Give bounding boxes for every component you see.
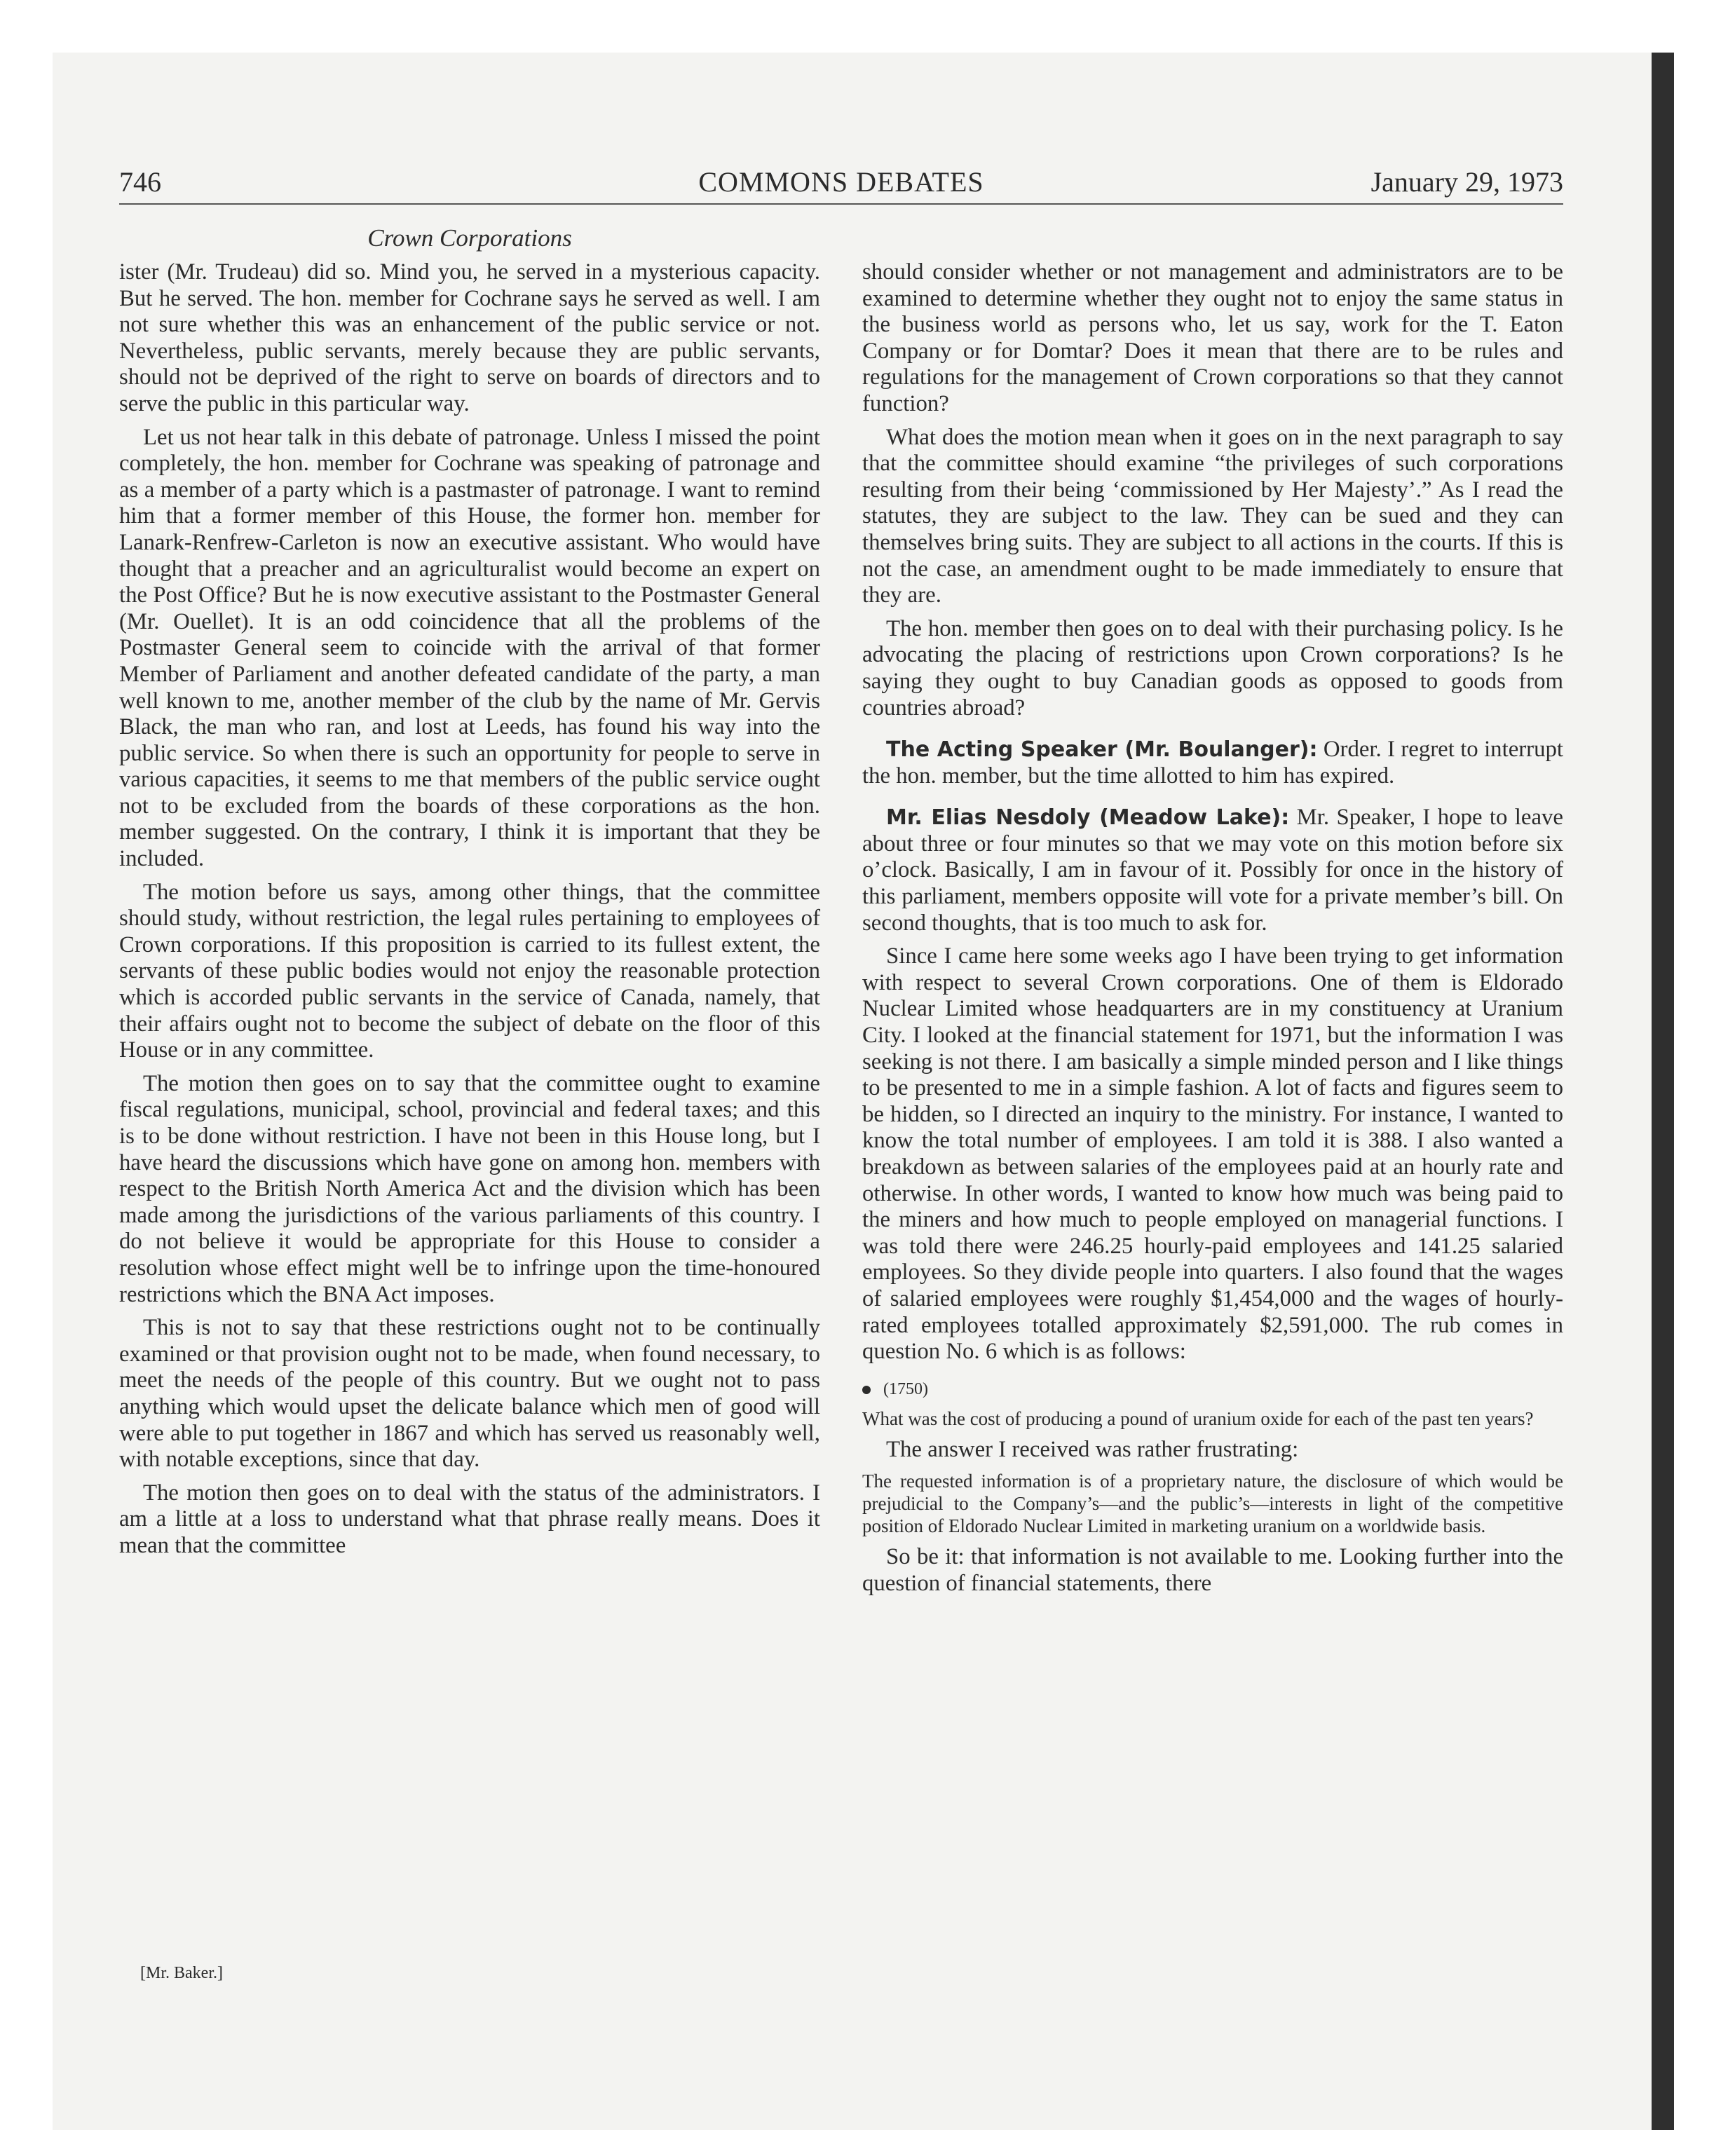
block-quote: What was the cost of producing a pound of uranium oxide for each of the past ten years? (862, 1407, 1534, 1429)
paragraph: should consider whether or not management and administrators are to be examined to determine whether they ought not to enjoy the same status in the business world as persons who, let us say, work for the T. Eaton Company or for Domtar? Does it mean that there are to be rules and regulations for the management of Crown corporations so that they cannot function? (862, 259, 1563, 416)
speech-paragraph (862, 737, 1563, 789)
bullet-icon (862, 1386, 871, 1394)
left-column (119, 259, 820, 1567)
page-header (119, 163, 1563, 205)
publication-title: COMMONS DEBATES (698, 166, 984, 198)
speech-text: Mr. Speaker, I hope to leave about three or four minutes so that we may vote on this motion before six o’clock. Basically, I am in favour of it. Possibly for once in the history of this parliament, members opposite will vote for a private member’s bill. On second thoughts, that is too much to ask for. (862, 805, 1563, 936)
speech-text: Order. I regret to interrupt the hon. member, but the time allotted to him has expired. (862, 737, 1563, 789)
paragraph: The motion then goes on to deal with the status of the administrators. I am a little at a loss to understand what that phrase really means. Does it mean that the committee (119, 1480, 820, 1558)
paragraph: What does the motion mean when it goes on in the next paragraph to say that the committee should examine “the privileges of such corporations resulting from their being ‘commissioned by Her Majesty’.” As I read the statutes, they are subject to the law. They can be sued and they can themselves bring suits. They are subject to all actions in the courts. If this is not the case, an amendment ought to be made immediately to ensure that they are. (862, 424, 1563, 608)
page-edge-shadow (1652, 53, 1674, 2130)
paragraph: Since I came here some weeks ago I have been trying to get information with respect to several Crown corporations. One of them is Eldorado Nuclear Limited whose headquarters are in my constituency at Uranium City. I looked at the financial statement for 1971, but the information I was seeking is not there. I am basically a simple minded person and I like things to be presented to me in a simple fashion. A lot of facts and figures seem to be hidden, so I directed an inquiry to the ministry. For instance, I wanted to know the total number of employees. I am told it is 388. I also wanted a breakdown as between salaries of the employees paid at an hourly rate and otherwise. In other words, I wanted to know how much was being paid to the miners and how much to people employed on managerial functions. I was told there were 246.25 hourly-paid employees and 141.25 salaried employees. So they divide people into quarters. I also found that the wages of salaried employees were roughly $1,454,000 and the wages of hourly-rated employees totalled approximately $2,591,000. The rub comes in question No. 6 which is as follows: (862, 943, 1563, 1365)
paragraph: So be it: that information is not available to me. Looking further into the question of financial statements, there (862, 1544, 1563, 1596)
section-title: Crown Corporations (367, 224, 572, 252)
right-column (862, 259, 1563, 1604)
block-quote: The requested information is of a proprietary nature, the disclosure of which would be prejudicial to the Company’s—and the public’s—interests in light of the competitive position of Eldorado Nuclear Limited in marketing uranium on a worldwide basis. (862, 1471, 1563, 1537)
paragraph: The motion then goes on to say that the committee ought to examine fiscal regulations, municipal, school, provincial and federal taxes; and this is to be done without restriction. I have not been in this House long, but I have heard the discussions which have gone on among hon. members with respect to the British North America Act and the division which has been made among the jurisdictions of the various parliaments of this country. I do not believe it would be appropriate for this House to consider a resolution whose effect might well be to infringe upon the time-honoured restrictions which the BNA Act imposes. (119, 1070, 820, 1307)
paragraph: The answer I received was rather frustrating: (886, 1436, 1299, 1462)
page-date: January 29, 1973 (1370, 166, 1563, 198)
paragraph: This is not to say that these restrictions ought not to be continually examined or that provision ought not to be made, when found necessary, to meet the needs of the people of this country. But we ought not to pass anything which would upset the delicate balance which men of good will were able to put together in 1867 and which has served us reasonably well, with notable exceptions, since that day. (119, 1315, 820, 1473)
speaker-attribution-footnote: [Mr. Baker.] (140, 1964, 223, 1982)
paragraph: The motion before us says, among other things, that the committee should study, without restriction, the legal rules pertaining to employees of Crown corporations. If this proposition is carried to its fullest extent, the servants of these public bodies would not enjoy the reasonable protection which is accorded public servants in the service of Canada, namely, that their affairs ought not to become the subject of debate on the floor of this House or in any committee. (119, 879, 820, 1063)
time-stamp (862, 1378, 1563, 1400)
page-number: 746 (119, 166, 161, 198)
paragraph: The hon. member then goes on to deal with their purchasing policy. Is he advocating the placing of restrictions upon Crown corporations? Is he saying they ought to buy Canadian goods as opposed to goods from countries abroad? (862, 615, 1563, 721)
time-stamp-text: (1750) (883, 1379, 928, 1398)
speech-paragraph (862, 805, 1563, 936)
speaker-name: The Acting Speaker (Mr. Boulanger): (886, 737, 1318, 763)
speaker-name: Mr. Elias Nesdoly (Meadow Lake): (886, 805, 1290, 831)
paragraph: ister (Mr. Trudeau) did so. Mind you, he served in a mysterious capacity. But he served. The hon. member for Cochrane says he served as well. I am not sure whether this was an enhancement of the public service or not. Nevertheless, public servants, merely because they are public servants, should not be deprived of the right to serve on boards of directors and to serve the public in this particular way. (119, 259, 820, 416)
paragraph: Let us not hear talk in this debate of patronage. Unless I missed the point completely, the hon. member for Cochrane was speaking of patronage and as a member of a party which is a pastmaster of patronage. I want to remind him that a former member of this House, the former hon. member for Lanark-Renfrew-Carleton is now an executive assistant. Who would have thought that a preacher and an agriculturalist would become an expert on the Post Office? But he is now executive assistant to the Postmaster General (Mr. Ouellet). It is an odd coincidence that all the problems of the Postmaster General seem to coincide with the arrival of that former Member of Parliament and another defeated candidate of the party, a man well known to me, another member of the club by the name of Mr. Gervis Black, the man who ran, and lost at Leeds, has found his way into the public service. So when there is such an opportunity for people to serve in various capacities, it seems to me that members of the public service ought not to be excluded from the boards of these corporations as the hon. member suggested. On the contrary, I think it is important that they be included. (119, 424, 820, 872)
